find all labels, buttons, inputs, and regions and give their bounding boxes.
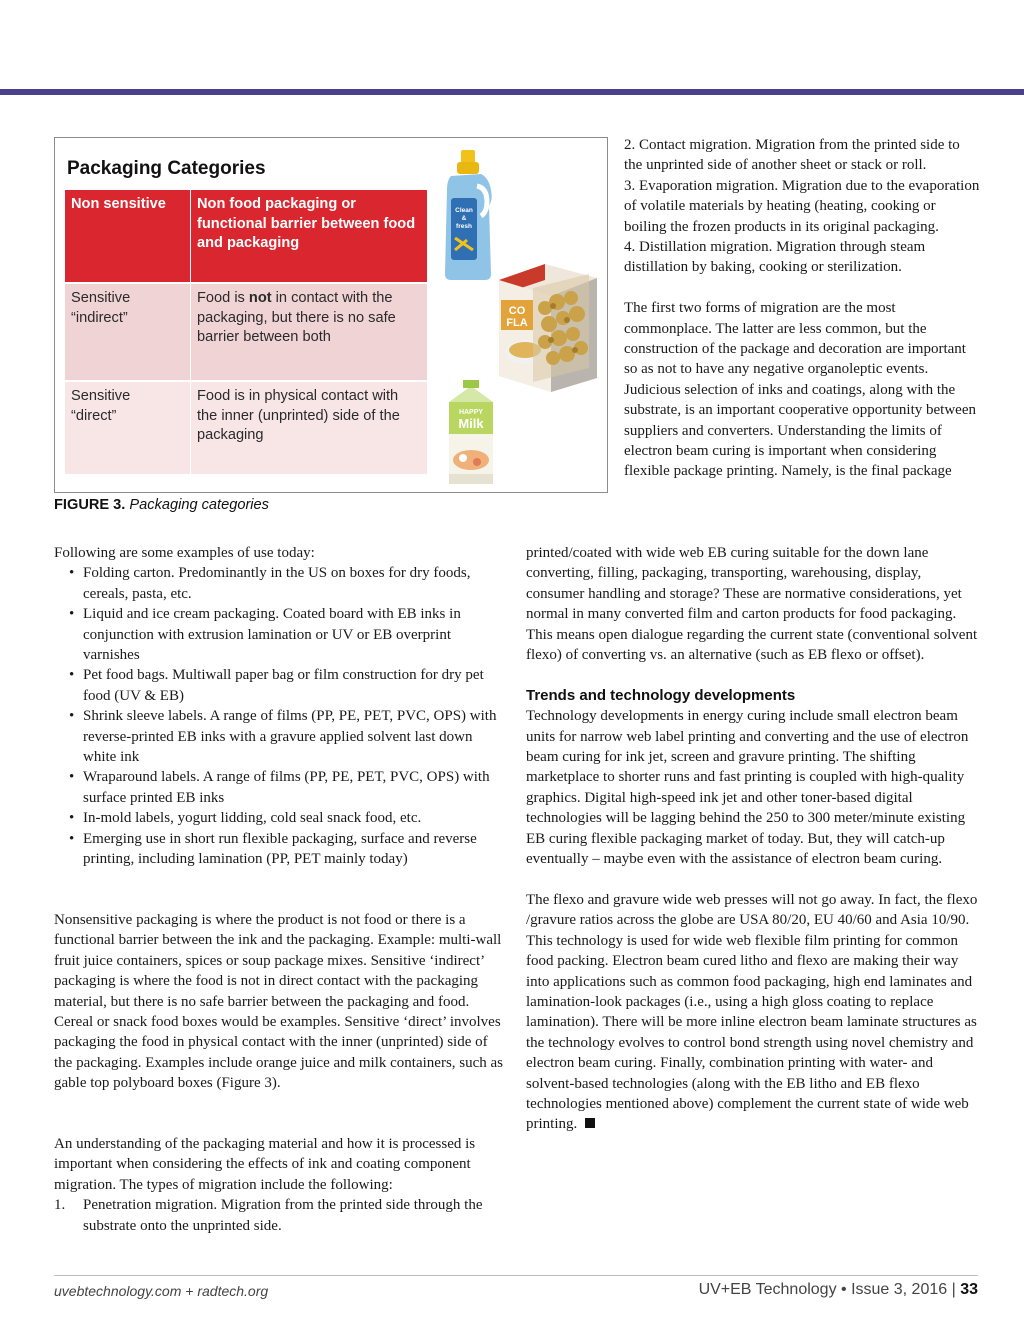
section-heading: Trends and technology developments bbox=[526, 686, 796, 704]
milk-carton-image bbox=[441, 378, 501, 486]
left-column bbox=[54, 543, 504, 870]
paragraph-continued: printed/coated with wide web EB curing suitable for the down lane converting, filling, packaging, transporting, warehousing, display, consumer handling and storage? These are normative considerations, yet normal in many converted film and carton products for food packaging. This means open dialogue regarding the current state (conventional solvent flexo) of converting vs. an alternative (such as EB flexo or offset). bbox=[526, 545, 978, 664]
category-cell: Sensitive “indirect” bbox=[65, 283, 191, 381]
figure-title: Packaging Categories bbox=[67, 158, 266, 179]
footer-rule bbox=[54, 1275, 978, 1276]
list-item: • Shrink sleeve labels. A range of films (PP, PE, PET, PVC, OPS) with reverse-printed EB inks with a gravure applied solvent last down white ink bbox=[54, 706, 504, 767]
description-cell: Food is not in contact with the packaging, but there is no safe barrier between both bbox=[191, 283, 428, 381]
right-column-top bbox=[624, 135, 980, 482]
numbered-item: 2. Contact migration. Migration from the printed side to the unprinted side of another sheet or stack or roll. bbox=[624, 137, 960, 174]
list-item: • Folding carton. Predominantly in the US on boxes for dry foods, cereals, pasta, etc. bbox=[54, 563, 504, 604]
page-number: 33 bbox=[960, 1281, 978, 1298]
svg-text:Milk: Milk bbox=[458, 416, 484, 431]
svg-text:fresh: fresh bbox=[456, 223, 472, 230]
migration-paragraph: The first two forms of migration are the most commonplace. The latter are less common, but the construction of the package and decoration are important so as not to have any negative organoleptic events. Judicious selection of inks and coatings, along with the substrate, is an important cooperative opportunity between suppliers and converters. Understanding the limits of electron beam curing is important when considering flexible package printing. Namely, is the final package bbox=[624, 300, 976, 480]
description-cell: Non food packaging or functional barrier between food and packaging bbox=[191, 190, 428, 283]
category-cell: Non sensitive bbox=[65, 190, 191, 283]
presses-paragraph: The flexo and gravure wide web presses will not go away. In fact, the flexo /gravure ratios across the globe are USA 80/20, EU 40/60 and Asia 10/90. This technology is used for wide web flexible film printing for common food packing. Electron beam cured litho and flexo are making their way into applications such as common food packaging, high end laminates and lamination-look packages (i.e., using a high gloss coating to replace lamination). There will be more inline electron beam laminate structures as the technology evolves to control bond strength using novel chemistry and electron beam curing. Finally, combination printing with water- and solvent-based technologies (along with the EB litho and EB flexo technologies mentioned above) complement the current state of wide web printing. bbox=[526, 891, 978, 1133]
right-column bbox=[526, 543, 978, 1135]
svg-text:Clean: Clean bbox=[455, 207, 473, 214]
svg-text:CO: CO bbox=[508, 305, 526, 317]
detergent-bottle-image bbox=[437, 146, 499, 284]
packaging-definitions-paragraph: Nonsensitive packaging is where the product is not food or there is a functional barrier between the ink and the packaging. Example: multi-wall fruit juice containers, spices or soup package mixes. Sensitive ‘indirect’ packaging is where the food is not in direct contact with the packaging material, but there is no safe barrier between the packaging and food. Cereal or snack food boxes would be examples. Sensitive ‘direct’ involves packaging the food in physical contact with the inner (unprinted) side of the packaging. Examples include orange juice and milk containers, such as gable top polyboard boxes (Figure 3). bbox=[54, 912, 504, 1092]
list-item: • Pet food bags. Multiwall paper bag or film construction for dry pet food (UV & EB) bbox=[54, 665, 504, 706]
intro-text: Following are some examples of use today: bbox=[54, 545, 315, 561]
end-of-article-icon bbox=[585, 1118, 595, 1128]
packaging-categories-table bbox=[65, 190, 427, 474]
examples-list bbox=[54, 563, 504, 869]
description-cell: Food is in physical contact with the inner (unprinted) side of the packaging bbox=[191, 381, 428, 474]
list-item: • Liquid and ice cream packaging. Coated board with EB inks in conjunction with extrusion lamination or UV or EB overprint varnishes bbox=[54, 604, 504, 665]
list-item: • Emerging use in short run flexible packaging, surface and reverse printing, including lamination (PP, PET mainly today) bbox=[54, 829, 504, 870]
svg-text:HAPPY: HAPPY bbox=[458, 409, 484, 416]
figure-caption: FIGURE 3. Packaging categories bbox=[54, 497, 269, 513]
numbered-item: 4. Distillation migration. Migration through steam distillation by baking, cooking or sterilization. bbox=[624, 239, 926, 276]
list-item: • Wraparound labels. A range of films (PP, PE, PET, PVC, OPS) with surface printed EB inks bbox=[54, 767, 504, 808]
table-row bbox=[65, 283, 427, 381]
top-accent-rule bbox=[0, 89, 1024, 95]
table-row bbox=[65, 381, 427, 474]
footer-publication: UV+EB Technology • Issue 3, 2016 | 33 bbox=[698, 1281, 978, 1298]
migration-intro: An understanding of the packaging material and how it is processed is important when considering the effects of ink and coating component migration. The types of migration include the following: 1. Penetration migration. Migration from the printed side through the substrate onto the unprinted side. bbox=[54, 1134, 504, 1236]
numbered-item: 3. Evaporation migration. Migration due to the evaporation of volatile materials by heating (heating, cooking or boiling the frozen products in its original packaging. bbox=[624, 177, 980, 235]
trends-paragraph: Technology developments in energy curing include small electron beam units for narrow web label printing and converting and the use of electron beam curing for ink jet, screen and gravure printing. The shifting marketplace to shorter runs and fast printing is coupled with high-quality graphics. Digital high-speed ink jet and other toner-based digital technologies will be lagging behind the 250 to 300 meter/minute existing EB curing flexible packaging market of today. But, they will catch-up eventually – maybe even with the assistance of electron beam curing. bbox=[526, 708, 969, 868]
svg-text:&: & bbox=[461, 215, 467, 222]
cereal-box-image bbox=[493, 258, 601, 394]
category-cell: Sensitive “direct” bbox=[65, 381, 191, 474]
table-row bbox=[65, 190, 427, 283]
packaging-categories-figure bbox=[54, 137, 608, 493]
list-item: • In-mold labels, yogurt lidding, cold seal snack food, etc. bbox=[54, 808, 504, 828]
numbered-item: 1. Penetration migration. Migration from the printed side through the substrate onto the unprinted side. bbox=[54, 1197, 483, 1234]
svg-text:FLA: FLA bbox=[506, 317, 528, 329]
footer-websites: uvebtechnology.com + radtech.org bbox=[54, 1283, 269, 1299]
